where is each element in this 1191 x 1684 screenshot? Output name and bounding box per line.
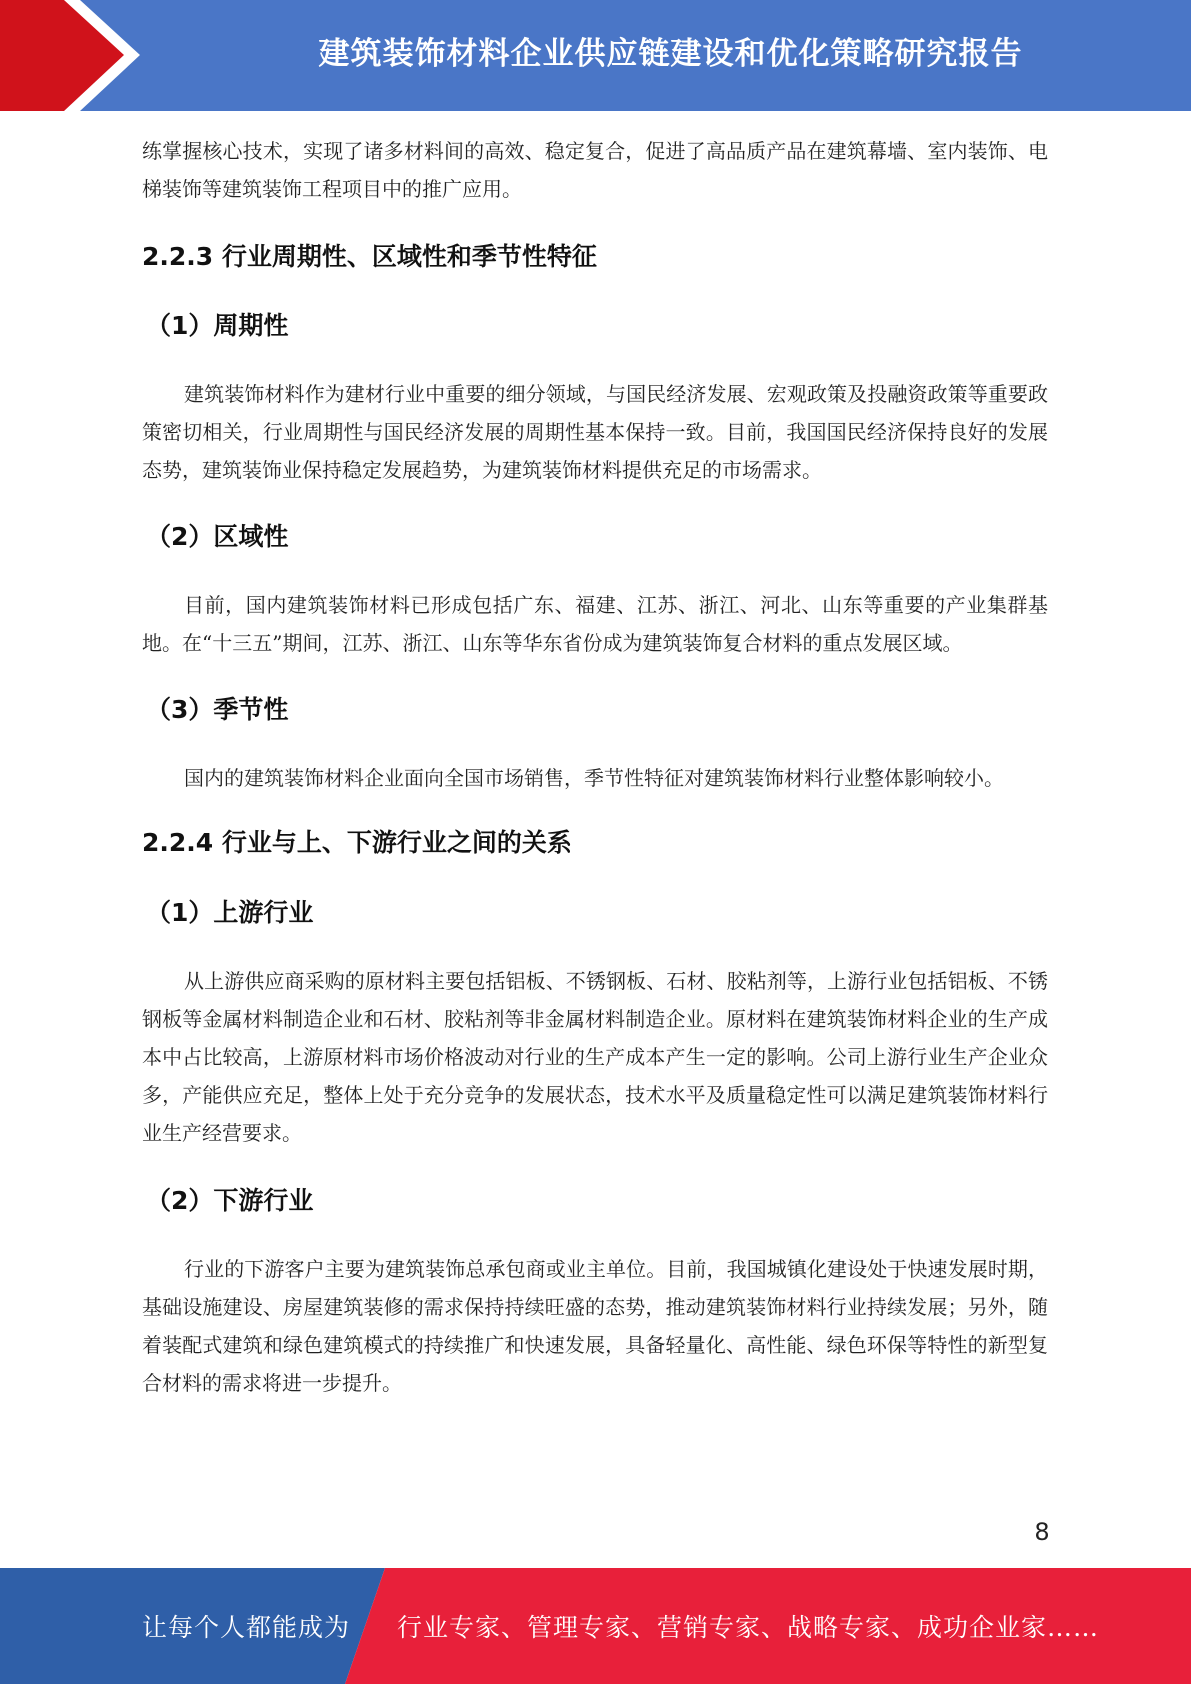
header-chevron-graphic (0, 0, 160, 111)
periodic-paragraph: 建筑装饰材料作为建材行业中重要的细分领域，与国民经济发展、宏观政策及投融资政策等重要政策密切相关，行业周期性与国民经济发展的周期性基本保持一致。目前，我国国民经济保持良好的发展态势，建筑装饰业保持稳定发展趋势，为建筑装饰材料提供充足的市场需求。 (142, 382, 1048, 482)
seasonal-heading: （3）季节性 (146, 695, 289, 724)
footer-slogan-left: 让每个人都能成为 (142, 1613, 351, 1642)
downstream-paragraph: 行业的下游客户主要为建筑装饰总承包商或业主单位。目前，我国城镇化建设处于快速发展时期，基础设施建设、房屋建筑装修的需求保持持续旺盛的态势，推动建筑装饰材料行业持续发展；另外，随着装配式建筑和绿色建筑模式的持续推广和快速发展，具备轻量化、高性能、绿色环保等特性的新型复合材料的需求将进一步提升。 (142, 1257, 1048, 1395)
intro-paragraph: 练掌握核心技术，实现了诸多材料间的高效、稳定复合，促进了高品质产品在建筑幕墙、室内装饰、电梯装饰等建筑装饰工程项目中的推广应用。 (142, 139, 1048, 201)
document-body (142, 132, 1048, 1402)
upstream-heading: （1）上游行业 (146, 898, 314, 927)
footer-slogan-right: 行业专家、管理专家、营销专家、战略专家、成功企业家…… (397, 1613, 1100, 1642)
upstream-paragraph: 从上游供应商采购的原材料主要包括铝板、不锈钢板、石材、胶粘剂等，上游行业包括铝板、不锈钢板等金属材料制造企业和石材、胶粘剂等非金属材料制造企业。原材料在建筑装饰材料企业的生产成本中占比较高，上游原材料市场价格波动对行业的生产成本产生一定的影响。公司上游行业生产企业众多，产能供应充足，整体上处于充分竞争的发展状态，技术水平及质量稳定性可以满足建筑装饰材料行业生产经营要求。 (142, 969, 1048, 1145)
page-number: 8 (1034, 1518, 1050, 1546)
page-footer (0, 1568, 1191, 1684)
regional-paragraph: 目前，国内建筑装饰材料已形成包括广东、福建、江苏、浙江、河北、山东等重要的产业集群基地。在“十三五”期间，江苏、浙江、山东等华东省份成为建筑装饰复合材料的重点发展区域。 (142, 593, 1048, 655)
report-title: 建筑装饰材料企业供应链建设和优化策略研究报告 (318, 35, 1023, 72)
section-2-2-3-heading: 2.2.3 行业周期性、区域性和季节性特征 (142, 242, 597, 271)
seasonal-paragraph: 国内的建筑装饰材料企业面向全国市场销售，季节性特征对建筑装饰材料行业整体影响较小。 (184, 766, 1004, 790)
section-2-2-4-heading: 2.2.4 行业与上、下游行业之间的关系 (142, 828, 572, 857)
periodic-heading: （1）周期性 (146, 311, 289, 340)
page-header (0, 0, 1191, 111)
regional-heading: （2）区域性 (146, 522, 289, 551)
downstream-heading: （2）下游行业 (146, 1186, 314, 1215)
